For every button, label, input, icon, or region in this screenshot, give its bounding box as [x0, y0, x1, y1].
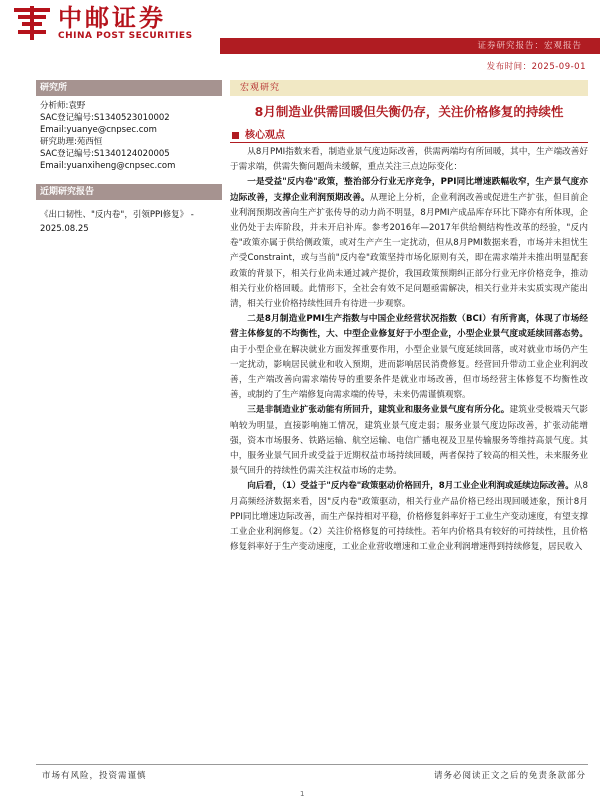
- analyst-line: 分析师:袁野: [40, 101, 86, 111]
- body-paragraph: [230, 312, 588, 403]
- paragraph-lead: 二是8月制造业PMI生产指数与中国企业经营状况指数（BCI）有所背离，体现了市场经营主体修复的不均衡性，大、中型企业修复好于小型企业，小型企业景气度或延续回落态势。: [230, 314, 588, 340]
- logo-text-en: CHINA POST SECURITIES: [58, 31, 193, 41]
- body-paragraph: [230, 479, 588, 555]
- body-paragraph: [230, 403, 588, 479]
- paragraph-text: 建筑业受极端天气影响较为明显，直接影响施工情况，建筑业景气度走弱；服务业景气度边际改善，扩张动能增强，资本市场服务、铁路运输、航空运输、电信广播电视及卫星传输服务等维持高景气度。其中，服务业景气回升或受益于近期权益市场持续回暖，两者保持了较高的相关性，未来服务业景气回升的持续性仍需关注权益市场的走势。: [230, 405, 588, 477]
- body-paragraph: [230, 145, 588, 175]
- paragraph-text: 从8月PMI指数来看，制造业景气度边际改善，供需两端均有所回暖，其中，生产端改善好于需求端，供需失衡问题尚未缓解，重点关注三点边际变化：: [230, 147, 588, 173]
- report-title: 8月制造业供需回暖但失衡仍存，关注价格修复的持续性: [254, 104, 564, 119]
- recent-report-item[interactable]: 《出口韧性、"反内卷"，引领PPI修复》 - 2025.08.25: [40, 210, 194, 234]
- report-type-band: [220, 38, 600, 54]
- main-content: [230, 80, 588, 555]
- publish-date: 发布时间：2025-09-01: [486, 62, 586, 72]
- analyst-line: SAC登记编号:S1340124020005: [40, 149, 170, 159]
- paragraph-text: 从8月高频经济数据来看，因"反内卷"政策驱动，相关行业产品价格已经出现回暖迹象，预计8月PPI同比增速边际改善，而生产保持相对平稳，价格修复斜率好于工业生产变动速度，有望支撑工业企业利润修复。（2）关注价格修复的可持续性。若年内价格具有较好的可持续性，且价格修复斜率好于生产变动速度，工业企业营收增速和工业企业利润增速得到持续修复，居民收入: [230, 481, 589, 553]
- paragraph-lead: 三是非制造业扩张动能有所回升，建筑业和服务业景气度有所分化。: [247, 405, 510, 416]
- analyst-email[interactable]: Email:yuanxiheng@cnpsec.com: [40, 161, 176, 171]
- body-paragraph: [230, 175, 588, 312]
- research-institute-heading: 研究所: [36, 80, 222, 96]
- analyst-line: SAC登记编号:S1340523010002: [40, 113, 170, 123]
- china-post-logo-icon: [14, 6, 50, 40]
- logo-text-cn: 中邮证券: [58, 4, 166, 32]
- page-number: 1: [300, 790, 305, 798]
- analyst-info: [36, 96, 222, 172]
- core-view-label: 核心观点: [245, 130, 285, 141]
- report-type-label: 证券研究报告：宏观报告: [477, 41, 582, 51]
- disclaimer-note: 请务必阅读正文之后的免责条款部分: [433, 771, 586, 781]
- paragraph-lead: 向后看，（1）受益于"反内卷"政策驱动价格回升，8月工业企业利润或延续边际改善。: [247, 481, 574, 492]
- risk-warning: 市场有风险，投资需谨慎: [42, 771, 147, 781]
- paragraph-lead: 一是受益"反内卷"政策，整治部分行业无序竞争，PPI同比增速跌幅收窄，生产景气度亦边际改善，支撑企业利润预期改善。: [230, 177, 588, 203]
- core-view-heading: [230, 129, 588, 143]
- recent-reports-list: [36, 200, 222, 236]
- footer-divider: [36, 764, 588, 765]
- report-header: [0, 0, 600, 51]
- section-label: 宏观研究: [230, 80, 588, 96]
- sidebar: [36, 80, 222, 236]
- paragraph-text: 从理论上分析，企业利润改善或促进生产扩张，但目前企业利润预期改善向生产扩张传导的动力尚不明显，8月PMI产成品库存环比下降亦有所体现，企业仍处于去库阶段，并未开启补库。参考2016年—2017年供给侧结构性改革的经验，"反内卷"政策亦属于供给侧政策，或对生产产生一定扰动，但从8月PMI数据来看，市场并未担忧生产受Constraint，或与当前"反内卷"政策坚持市场化原则有关，即在需求端并未推出明显配套政策的背景下，相关行业尚未通过减产提价，我国政策预期纠正部分行业无序价格竞争，推动相关行业价格回暖。此情形下，全社会有效不足问题亟需解决，相关行业并未实质实现产能出清，相关行业价格持续性回升有待进一步观察。: [230, 192, 588, 310]
- recent-reports-heading: 近期研究报告: [36, 184, 222, 200]
- red-square-icon: [232, 132, 239, 139]
- analyst-line: 研究助理:苑西恒: [40, 137, 103, 147]
- analyst-email[interactable]: Email:yuanye@cnpsec.com: [40, 125, 157, 135]
- paragraph-text: 由于小型企业在解决就业方面发挥重要作用，小型企业景气度延续回落，或对就业市场仍产生一定扰动，影响居民就业和收入预期，进而影响居民消费修复。经营回升带动工业企业利润改善，生产端改善向需求端传导的重要条件是就业市场改善，但市场经营主体修复不均衡性改善，或制约了生产端修复向需求端的传导，未来仍需谨慎观察。: [230, 344, 588, 401]
